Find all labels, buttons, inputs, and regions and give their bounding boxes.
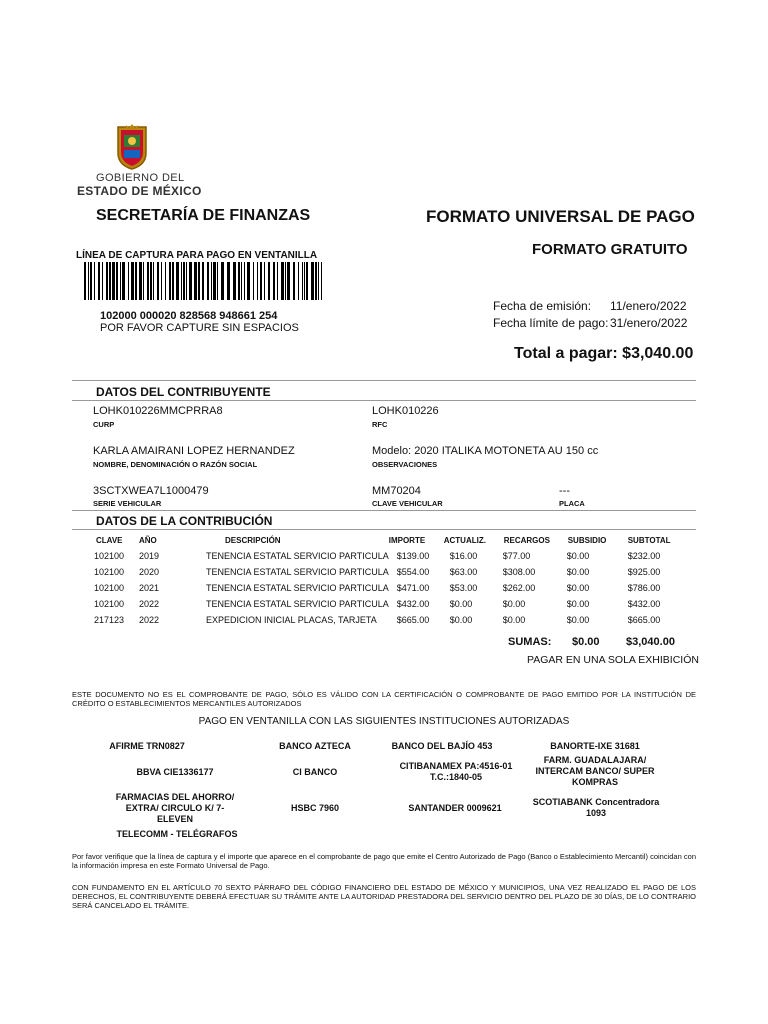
table-cell: EXPEDICION INICIAL PLACAS, TARJETA [206, 615, 377, 625]
barcode-bar [260, 262, 262, 300]
table-cell: $16.00 [449, 551, 478, 561]
aviso-comprobante: ESTE DOCUMENTO NO ES EL COMPROBANTE DE PAGO, SÓLO ES VÁLIDO CON LA CERTIFICACIÓN O COMPROBANTE DE PAGO EMITIDO POR LA INSTITUCIÓN DE CRÉDITO O ESTABLECIMIENTOS MERCANTILES AUTORIZADOS [72, 690, 696, 708]
barcode-bar [227, 262, 230, 300]
barcode-bar [147, 262, 149, 300]
barcode-bar [253, 262, 254, 300]
fecha-limite-label: Fecha límite de pago: [493, 316, 609, 330]
col-header-actualiz: ACTUALIZ. [443, 535, 486, 545]
table-row [82, 596, 695, 612]
table-cell: $554.00 [396, 567, 430, 577]
institucion-citibanamex: CITIBANAMEX PA:4516-01 T.C.:1840-05 [399, 761, 513, 782]
col-header-recargos: RECARGOS [503, 535, 550, 545]
barcode-bar [298, 262, 299, 300]
barcode-bar [277, 262, 278, 300]
barcode-bar [281, 262, 284, 300]
barcode-bar [244, 262, 245, 300]
barcode-bar [128, 262, 129, 300]
divider [72, 400, 696, 401]
table-cell: $471.00 [396, 583, 430, 593]
col-header-descripcion: DESCRIPCIÓN [225, 535, 281, 545]
table-cell: $63.00 [449, 567, 478, 577]
table-cell: $786.00 [627, 583, 661, 593]
barcode-bar [207, 262, 209, 300]
table-cell: TENENCIA ESTATAL SERVICIO PARTICULA [206, 567, 389, 577]
table-cell: 217123 [94, 615, 125, 625]
table-cell: $0.00 [566, 599, 590, 609]
clave-vehicular-label: CLAVE VEHICULAR [372, 499, 443, 508]
nombre-label: NOMBRE, DENOMINACIÓN O RAZÓN SOCIAL [93, 460, 258, 469]
table-cell: 2020 [139, 567, 160, 577]
capture-instruction: POR FAVOR CAPTURE SIN ESPACIOS [100, 322, 299, 334]
barcode-bar [112, 262, 115, 300]
barcode-bar [194, 262, 197, 300]
table-row [82, 564, 695, 580]
institucion-ci-banco: CI BANCO [292, 767, 338, 777]
rfc-value: LOHK010226 [372, 405, 439, 417]
barcode-bar [131, 262, 134, 300]
institucion-banco-azteca: BANCO AZTECA [279, 741, 351, 751]
barcode-bar [98, 262, 100, 300]
fundamento-note: CON FUNDAMENTO EN EL ARTÍCULO 70 SEXTO PÁRRAFO DEL CÓDIGO FINANCIERO DEL ESTADO DE MÉXICO Y MUNICIPIOS, UNA VEZ REALIZADO EL PAGO DE LOS DERECHOS, EL CONTRIBUYENTE DEBERÁ EFECTUAR SU TRÁMITE ANTE LA AUTORIDAD PRESTADORA DEL SERVICIO DENTRO DEL PLAZO DE 30 DÍAS, DE LO CONTRARIO SERÁ CANCELADO EL TRÁMITE. [72, 883, 696, 910]
barcode-bar [211, 262, 212, 300]
barcode-bar [161, 262, 162, 300]
barcode-bar [106, 262, 108, 300]
estado-de-mexico-emblem [112, 123, 152, 171]
contribuyente-title: DATOS DEL CONTRIBUYENTE [96, 385, 271, 399]
table-row [82, 612, 695, 628]
barcode-bar [217, 262, 218, 300]
observaciones-value: Modelo: 2020 ITALIKA MOTONETA AU 150 cc [372, 445, 599, 457]
table-cell: 102100 [94, 567, 125, 577]
barcode-bar [198, 262, 200, 300]
barcode-bar [302, 262, 303, 300]
table-cell: 102100 [94, 599, 125, 609]
barcode-bar [273, 262, 275, 300]
curp-label: CURP [93, 420, 115, 429]
barcode-bar [90, 262, 92, 300]
col-header-anio: AÑO [139, 535, 157, 545]
table-cell: $139.00 [396, 551, 430, 561]
table-cell: $925.00 [627, 567, 661, 577]
secretaria-title: SECRETARÍA DE FINANZAS [96, 207, 311, 224]
fecha-limite-value: 31/enero/2022 [610, 316, 688, 330]
table-cell: $0.00 [449, 615, 473, 625]
table-cell: $0.00 [449, 599, 473, 609]
total-a-pagar: Total a pagar: $3,040.00 [514, 345, 694, 362]
barcode-bar [169, 262, 171, 300]
serie-label: SERIE VEHICULAR [93, 499, 162, 508]
clave-vehicular-value: MM70204 [372, 485, 421, 497]
barcode-bar [241, 262, 242, 300]
table-cell: $262.00 [502, 583, 536, 593]
table-row [82, 548, 695, 564]
table-cell: TENENCIA ESTATAL SERVICIO PARTICULA [206, 599, 389, 609]
barcode-bar [153, 262, 154, 300]
barcode-bar [233, 262, 236, 300]
divider [72, 380, 696, 381]
barcode-bar [186, 262, 187, 300]
col-header-clave: CLAVE [96, 535, 123, 545]
contribucion-title: DATOS DE LA CONTRIBUCIÓN [96, 514, 273, 528]
barcode-bar [84, 262, 86, 300]
table-cell: 102100 [94, 583, 125, 593]
barcode [84, 262, 324, 300]
barcode-bar [293, 262, 295, 300]
barcode-bar [183, 262, 185, 300]
barcode-bar [304, 262, 305, 300]
barcode-bar [94, 262, 95, 300]
institucion-banco-bajio: BANCO DEL BAJÍO 453 [391, 741, 493, 751]
table-cell: $308.00 [502, 567, 536, 577]
barcode-bar [116, 262, 118, 300]
pagar-exhibicion: PAGAR EN UNA SOLA EXHIBICIÓN [527, 654, 699, 666]
verifique-note: Por favor verifique que la línea de captura y el importe que aparece en el comprobante de pago que emite el Centro Autorizado de Pago (Banco o Establecimiento Mercantil) coincidan con la información impresa en este Formato Universal de Pago. [72, 852, 696, 870]
sumas-subsidio: $0.00 [572, 636, 600, 648]
table-cell: $53.00 [449, 583, 478, 593]
formato-gratuito: FORMATO GRATUITO [532, 241, 688, 258]
fecha-emision [493, 299, 687, 313]
table-cell: $665.00 [396, 615, 430, 625]
barcode-bar [157, 262, 159, 300]
barcode-bar [122, 262, 125, 300]
table-cell: TENENCIA ESTATAL SERVICIO PARTICULA [206, 551, 389, 561]
sumas-subtotal: $3,040.00 [626, 636, 675, 648]
table-cell: 2019 [139, 551, 160, 561]
curp-value: LOHK010226MMCPRRA8 [93, 405, 223, 417]
barcode-bar [135, 262, 137, 300]
table-cell: 102100 [94, 551, 125, 561]
table-cell: 2022 [139, 615, 160, 625]
table-cell: $0.00 [502, 599, 526, 609]
instituciones-title: PAGO EN VENTANILLA CON LAS SIGUIENTES INSTITUCIONES AUTORIZADAS [198, 716, 570, 727]
divider [72, 529, 696, 530]
table-cell: $0.00 [566, 551, 590, 561]
barcode-bar [247, 262, 250, 300]
barcode-bar [150, 262, 152, 300]
table-cell: $77.00 [502, 551, 531, 561]
barcode-bar [311, 262, 314, 300]
serie-value: 3SCTXWEA7L1000479 [93, 485, 209, 497]
barcode-bar [257, 262, 258, 300]
barcode-bar [238, 262, 240, 300]
barcode-bar [120, 262, 121, 300]
barcode-bar [268, 262, 270, 300]
table-cell: TENENCIA ESTATAL SERVICIO PARTICULA [206, 583, 389, 593]
table-cell: $0.00 [502, 615, 526, 625]
linea-captura-number: 102000 000020 828568 948661 254 [100, 310, 278, 322]
fecha-emision-label: Fecha de emisión: [493, 299, 592, 313]
institucion-santander: SANTANDER 0009621 [408, 803, 502, 813]
barcode-bar [189, 262, 192, 300]
barcode-bar [287, 262, 290, 300]
institucion-hsbc: HSBC 7960 [290, 803, 340, 813]
barcode-bar [213, 262, 216, 300]
table-cell: $0.00 [566, 567, 590, 577]
barcode-bar [143, 262, 144, 300]
placa-value: --- [559, 485, 570, 497]
formato-title: FORMATO UNIVERSAL DE PAGO [426, 207, 695, 226]
barcode-bar [176, 262, 179, 300]
barcode-bar [165, 262, 166, 300]
col-header-subtotal: SUBTOTAL [627, 535, 671, 545]
table-cell: $0.00 [566, 615, 590, 625]
placa-label: PLACA [559, 499, 585, 508]
col-header-subsidio: SUBSIDIO [567, 535, 607, 545]
institucion-scotiabank: SCOTIABANK Concentradora 1093 [532, 797, 660, 818]
institucion-bbva: BBVA CIE1336177 [136, 767, 214, 777]
institucion-telecomm: TELECOMM - TELÉGRAFOS [116, 829, 238, 839]
barcode-bar [139, 262, 142, 300]
table-cell: $232.00 [627, 551, 661, 561]
table-cell: $0.00 [566, 583, 590, 593]
table-cell: $432.00 [627, 599, 661, 609]
barcode-bar [181, 262, 182, 300]
barcode-bar [315, 262, 317, 300]
observaciones-label: OBSERVACIONES [372, 460, 438, 469]
table-cell: $432.00 [396, 599, 430, 609]
contribucion-table [82, 532, 695, 628]
rfc-label: RFC [372, 420, 388, 429]
table-cell: 2021 [139, 583, 160, 593]
barcode-bar [264, 262, 265, 300]
fecha-limite [493, 316, 688, 330]
barcode-bar [109, 262, 111, 300]
table-header-row [82, 532, 695, 548]
barcode-bar [306, 262, 308, 300]
barcode-bar [318, 262, 319, 300]
table-cell: $665.00 [627, 615, 661, 625]
barcode-bar [221, 262, 224, 300]
divider [72, 510, 696, 511]
col-header-importe: IMPORTE [388, 535, 426, 545]
nombre-value: KARLA AMAIRANI LOPEZ HERNANDEZ [93, 445, 295, 457]
institucion-banorte: BANORTE-IXE 31681 [550, 741, 640, 751]
barcode-bar [102, 262, 103, 300]
institucion-farmacias-ahorro: FARMACIAS DEL AHORRO/ EXTRA/ CIRCULO K/ 7-ELEVEN [115, 792, 235, 824]
logo-text-gobierno: GOBIERNO DEL [96, 172, 185, 184]
table-cell: 2022 [139, 599, 160, 609]
barcode-bar [321, 262, 322, 300]
table-row [82, 580, 695, 596]
institucion-afirme: AFIRME TRN0827 [109, 741, 185, 751]
logo-text-estado: ESTADO DE MÉXICO [77, 184, 202, 198]
linea-captura-title: LÍNEA DE CAPTURA PARA PAGO EN VENTANILLA [76, 250, 318, 261]
institucion-farm-guadalajara: FARM. GUADALAJARA/ INTERCAM BANCO/ SUPER KOMPRAS [535, 755, 655, 787]
barcode-bar [172, 262, 174, 300]
barcode-bar [285, 262, 286, 300]
sumas-label: SUMAS: [508, 636, 552, 648]
barcode-bar [202, 262, 204, 300]
fecha-emision-value: 11/enero/2022 [610, 299, 687, 313]
barcode-bar [88, 262, 89, 300]
